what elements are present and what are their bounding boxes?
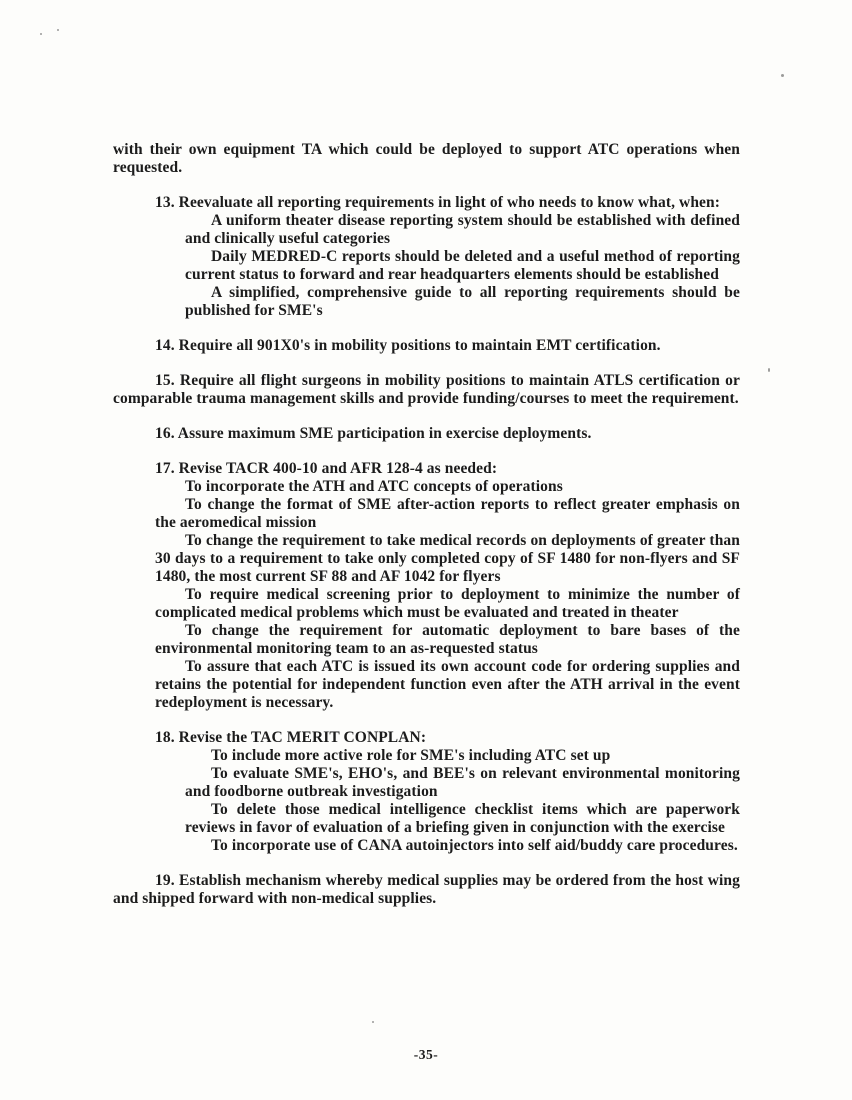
item-lead: 17. Revise TACR 400-10 and AFR 128-4 as needed: [155, 460, 498, 477]
item-sub-paragraph: To change the requirement to take medical records on deployments of greater than 30 days to a requirement to take only completed copy of SF 1480 for non-flyers and SF 1480, the most current SF 88 and AF 1042 for flyers [155, 532, 740, 585]
item-sub-paragraph: To evaluate SME's, EHO's, and BEE's on relevant environmental monitoring and foodborne outbreak investigation [185, 765, 740, 800]
item-lead: 19. Establish mechanism whereby medical supplies may be ordered from the host wing and shipped forward with non-medical supplies. [113, 872, 740, 907]
item-sub-paragraph: To change the format of SME after-action reports to reflect greater emphasis on the aeromedical mission [155, 496, 740, 531]
item-sub-paragraph: A uniform theater disease reporting system should be established with defined and clinically useful categories [185, 212, 740, 247]
scan-speck [781, 74, 784, 77]
list-item [113, 872, 740, 908]
list-item [113, 372, 740, 408]
item-sub-paragraph: To incorporate use of CANA autoinjectors into self aid/buddy care procedures. [211, 837, 738, 854]
list-item [113, 729, 740, 855]
item-sub-paragraph: To change the requirement for automatic deployment to bare bases of the environmental monitoring team to an as-requested status [155, 622, 740, 657]
scan-speck [372, 1021, 374, 1023]
item-sub-paragraph: To assure that each ATC is issued its own account code for ordering supplies and retains the potential for independent function even after the ATH arrival in the event redeployment is necessary. [155, 658, 740, 711]
recommendations-list [113, 194, 740, 908]
list-item [113, 194, 740, 320]
intro-paragraph: with their own equipment TA which could be deployed to support ATC operations when requested. [113, 141, 740, 176]
item-lead: 16. Assure maximum SME participation in exercise deployments. [155, 425, 592, 442]
item-sub-paragraph: To require medical screening prior to deployment to minimize the number of complicated medical problems which must be evaluated and treated in theater [155, 586, 740, 621]
item-lead: 14. Require all 901X0's in mobility positions to maintain EMT certification. [155, 337, 661, 354]
list-item [113, 425, 740, 443]
list-item [113, 460, 740, 712]
scan-speck [40, 33, 42, 35]
item-sub-paragraph: Daily MEDRED-C reports should be deleted and a useful method of reporting current status to forward and rear headquarters elements should be established [185, 248, 740, 283]
scan-speck [57, 29, 59, 31]
page-number: -35- [413, 1047, 439, 1062]
item-lead: 18. Revise the TAC MERIT CONPLAN: [155, 729, 427, 746]
item-lead: 13. Reevaluate all reporting requirements in light of who needs to know what, when: [155, 194, 721, 211]
scan-speck [768, 368, 770, 372]
item-sub-paragraph: To incorporate the ATH and ATC concepts of operations [185, 478, 563, 495]
item-sub-paragraph: A simplified, comprehensive guide to all reporting requirements should be published for SME's [185, 284, 740, 319]
item-sub-paragraph: To include more active role for SME's including ATC set up [211, 747, 611, 764]
list-item [113, 337, 740, 355]
item-sub-paragraph: To delete those medical intelligence checklist items which are paperwork reviews in favor of evaluation of a briefing given in conjunction with the exercise [185, 801, 740, 836]
item-lead: 15. Require all flight surgeons in mobility positions to maintain ATLS certification or comparable trauma management skills and provide funding/courses to meet the requirement. [113, 372, 740, 407]
